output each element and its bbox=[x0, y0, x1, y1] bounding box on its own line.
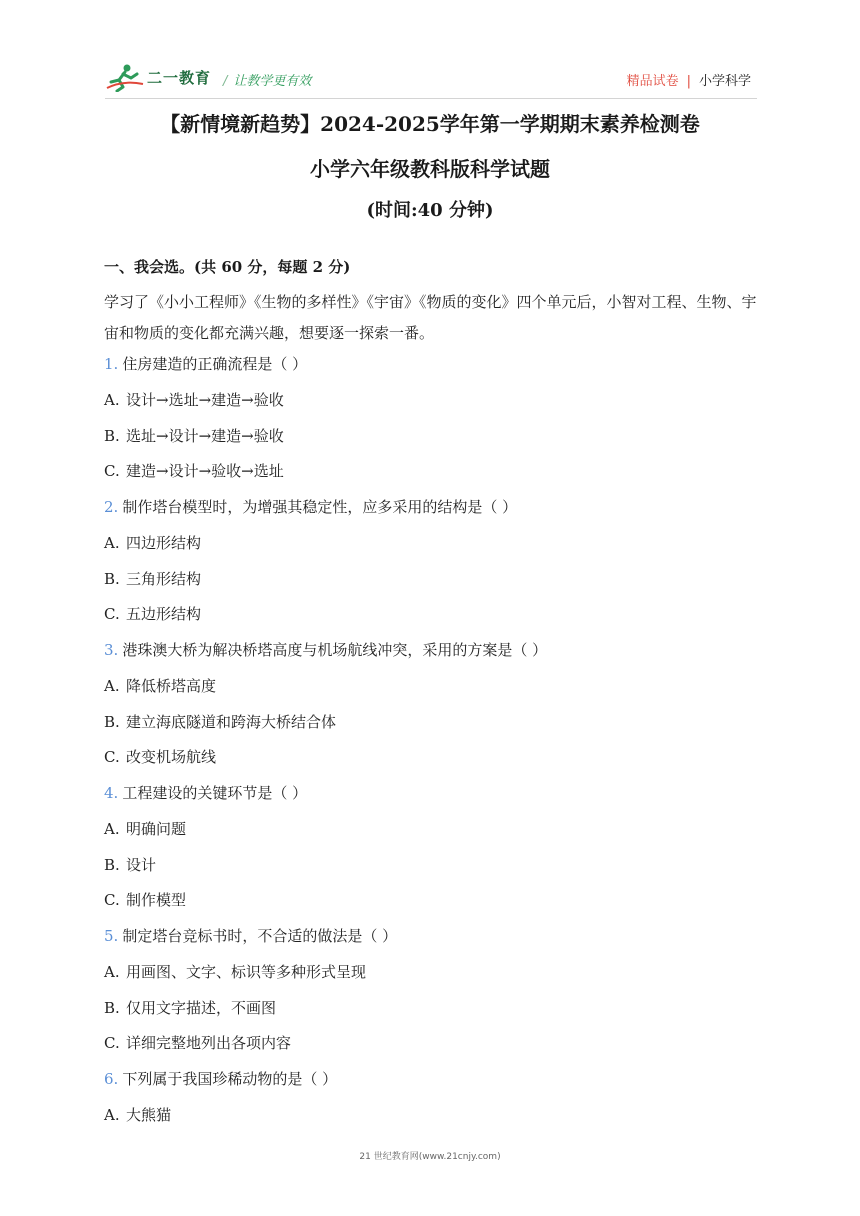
exam-title: 【新情境新趋势】2024-2025学年第一学期期末素养检测卷 bbox=[160, 112, 700, 136]
section-intro: 学习了《小小工程师》《生物的多样性》《宇宙》《物质的变化》四个单元后，小智对工程、生物、宇宙和物质的变化都充满兴趣，想要逐一探索一番。 bbox=[104, 293, 757, 342]
answer-option bbox=[104, 993, 760, 1029]
answer-option bbox=[104, 1028, 760, 1064]
option-letter: C. bbox=[104, 462, 120, 481]
question bbox=[104, 921, 760, 957]
question bbox=[104, 492, 760, 528]
answer-option bbox=[104, 528, 760, 564]
header-labels bbox=[627, 70, 751, 89]
option-text: 降低桥塔高度 bbox=[126, 676, 217, 695]
exam-duration: (时间:40 分钟) bbox=[366, 200, 494, 221]
option-letter: C. bbox=[104, 605, 120, 624]
question-number: 5. bbox=[104, 927, 119, 945]
option-text: 建立海底隧道和跨海大桥结合体 bbox=[126, 712, 337, 731]
section-heading: 一、我会选。(共 60 分，每题 2 分) bbox=[104, 258, 351, 276]
question-text: 制定塔台竞标书时，不合适的做法是（ ） bbox=[122, 927, 398, 945]
page-footer: 21 世纪教育网(www.21cnjy.com) bbox=[359, 1152, 501, 1162]
answer-option bbox=[104, 885, 760, 921]
header-divider bbox=[105, 98, 757, 99]
question-number: 6. bbox=[104, 1070, 119, 1088]
question-text: 下列属于我国珍稀动物的是（ ） bbox=[122, 1070, 338, 1088]
exam-subtitle: 小学六年级教科版科学试题 bbox=[310, 157, 550, 181]
question-list bbox=[104, 349, 760, 1136]
option-text: 制作模型 bbox=[126, 891, 187, 910]
header-separator: | bbox=[686, 74, 691, 89]
option-letter: B. bbox=[104, 855, 120, 874]
subject-label: 小学科学 bbox=[698, 74, 751, 89]
option-text: 仅用文字描述，不画图 bbox=[126, 998, 277, 1017]
slogan-divider: / bbox=[223, 74, 228, 89]
question-number: 1. bbox=[104, 355, 119, 373]
option-letter: A. bbox=[104, 390, 120, 409]
slogan-text: 让教学更有效 bbox=[233, 74, 312, 89]
option-letter: B. bbox=[104, 569, 120, 588]
question-text: 工程建设的关键环节是（ ） bbox=[122, 784, 308, 802]
option-letter: C. bbox=[104, 891, 120, 910]
answer-option bbox=[104, 957, 760, 993]
answer-option bbox=[104, 599, 760, 635]
option-text: 四边形结构 bbox=[126, 533, 202, 552]
brand-label: 精品试卷 bbox=[626, 74, 679, 89]
answer-option bbox=[104, 850, 760, 886]
option-text: 五边形结构 bbox=[126, 605, 202, 624]
option-letter: B. bbox=[104, 426, 120, 445]
option-text: 大熊猫 bbox=[126, 1105, 172, 1124]
logo bbox=[105, 58, 211, 96]
answer-option bbox=[104, 385, 760, 421]
question bbox=[104, 778, 760, 814]
page-header bbox=[105, 58, 755, 100]
option-letter: B. bbox=[104, 712, 120, 731]
option-letter: C. bbox=[104, 1034, 120, 1053]
question-text: 制作塔台模型时，为增强其稳定性，应多采用的结构是（ ） bbox=[122, 498, 518, 516]
option-text: 建造→设计→验收→选址 bbox=[126, 462, 284, 481]
question-number: 2. bbox=[104, 498, 119, 516]
answer-option bbox=[104, 456, 760, 492]
question bbox=[104, 635, 760, 671]
option-letter: A. bbox=[104, 962, 120, 981]
option-text: 明确问题 bbox=[126, 819, 187, 838]
question-number: 4. bbox=[104, 784, 119, 802]
option-letter: A. bbox=[104, 1105, 120, 1124]
answer-option bbox=[104, 1100, 760, 1136]
runner-logo-icon bbox=[105, 62, 145, 92]
answer-option bbox=[104, 814, 760, 850]
option-letter: A. bbox=[104, 676, 120, 695]
answer-option bbox=[104, 564, 760, 600]
option-letter: C. bbox=[104, 748, 120, 767]
question-number: 3. bbox=[104, 641, 119, 659]
option-text: 三角形结构 bbox=[126, 569, 202, 588]
question-text: 港珠澳大桥为解决桥塔高度与机场航线冲突，采用的方案是（ ） bbox=[122, 641, 548, 659]
answer-option bbox=[104, 742, 760, 778]
option-text: 设计→选址→建造→验收 bbox=[126, 390, 284, 409]
question bbox=[104, 349, 760, 385]
option-text: 设计 bbox=[126, 855, 157, 874]
option-letter: A. bbox=[104, 819, 120, 838]
option-text: 用画图、文字、标识等多种形式呈现 bbox=[126, 962, 367, 981]
answer-option bbox=[104, 707, 760, 743]
question bbox=[104, 1064, 760, 1100]
option-text: 选址→设计→建造→验收 bbox=[126, 426, 284, 445]
option-text: 改变机场航线 bbox=[126, 748, 217, 767]
answer-option bbox=[104, 421, 760, 457]
answer-option bbox=[104, 671, 760, 707]
question-text: 住房建造的正确流程是（ ） bbox=[122, 355, 308, 373]
slogan bbox=[223, 70, 311, 89]
option-letter: B. bbox=[104, 998, 120, 1017]
option-text: 详细完整地列出各项内容 bbox=[126, 1034, 292, 1053]
option-letter: A. bbox=[104, 533, 120, 552]
logo-text: 二一教育 bbox=[147, 68, 212, 87]
